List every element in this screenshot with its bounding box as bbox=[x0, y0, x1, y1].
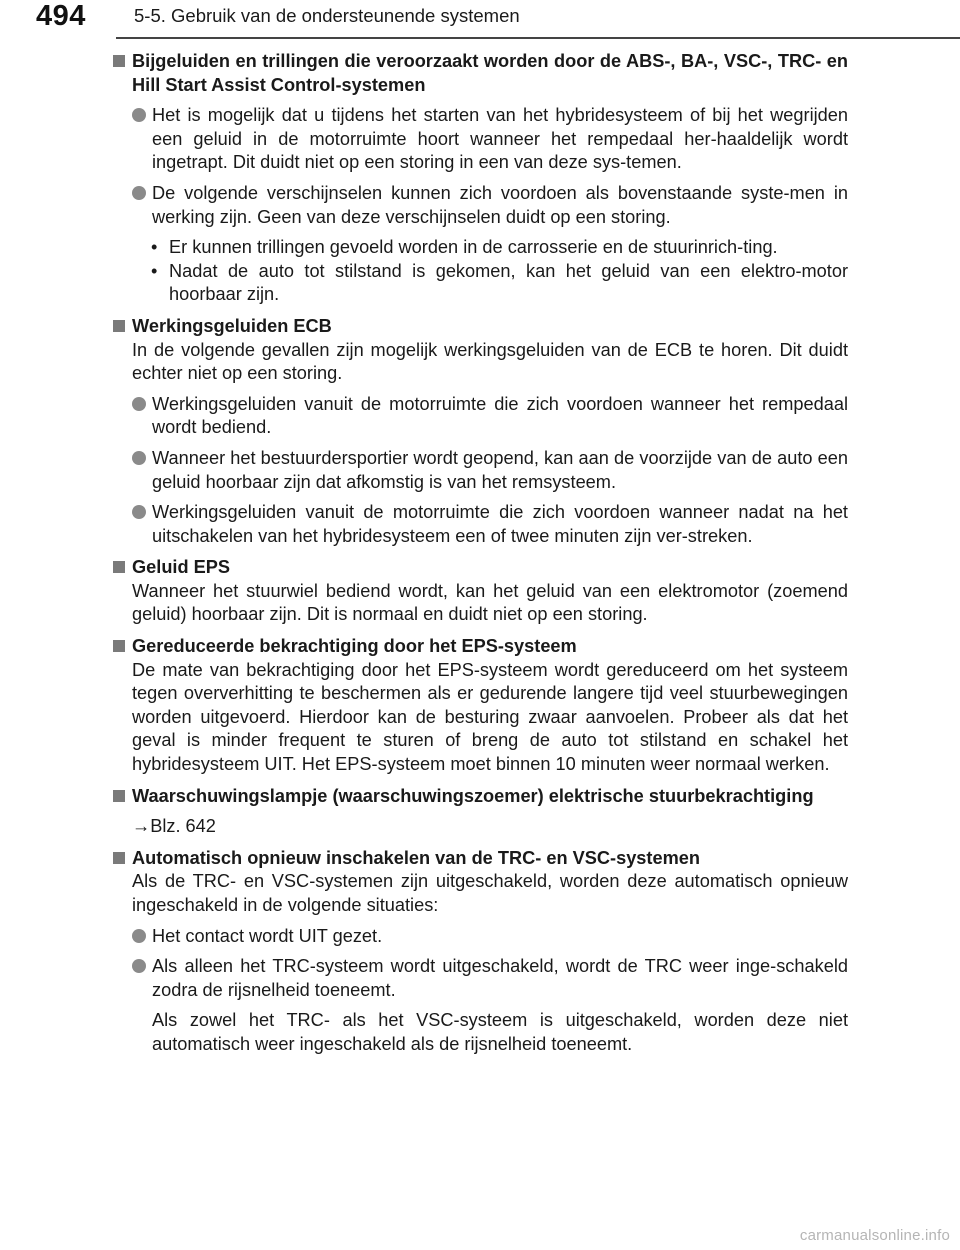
square-bullet-icon bbox=[113, 320, 125, 332]
square-bullet-icon bbox=[113, 640, 125, 652]
header-rule bbox=[116, 37, 960, 39]
list-item-text: Wanneer het bestuurdersportier wordt geopend, kan aan de voorzijde van de auto een geluid hoorbaar zijn dat afkomstig is van het remsysteem. bbox=[152, 447, 848, 492]
section-title: Werkingsgeluiden ECB bbox=[132, 315, 332, 336]
section-ecb-noise bbox=[113, 315, 848, 548]
closing-text: Als zowel het TRC- als het VSC-systeem is uitgeschakeld, worden deze niet automatisch weer ingeschakeld als de rijsnelheid toeneemt. bbox=[152, 1010, 848, 1054]
section-heading bbox=[113, 847, 848, 871]
circle-bullet-icon bbox=[132, 451, 146, 465]
section-text: De mate van bekrachtiging door het EPS-systeem wordt gereduceerd om het systeem tegen oververhitting te beschermen als er gedurende langere tijd veel stuurbewegingen worden uitgevoerd. Hierdoor kan de besturing zwaar aanvoelen. Probeer als dat het geval is minder frequent te sturen of breng de auto tot stilstand en schakel het hybridesysteem UIT. Het EPS-systeem moet binnen 10 minuten weer normaal werken. bbox=[132, 659, 848, 775]
sub-list-item bbox=[113, 236, 848, 260]
section-text: Wanneer het stuurwiel bediend wordt, kan het geluid van een elektromotor (zoemend geluid) hoorbaar zijn. Dit is normaal en duidt niet op een storing. bbox=[132, 580, 848, 625]
list-item-text: Werkingsgeluiden vanuit de motorruimte die zich voordoen wanneer het rempedaal wordt bediend. bbox=[152, 393, 848, 438]
list-item bbox=[113, 393, 848, 440]
circle-bullet-icon bbox=[132, 505, 146, 519]
page-body bbox=[113, 50, 848, 1057]
square-bullet-icon bbox=[113, 790, 125, 802]
chapter-title: 5-5. Gebruik van de ondersteunende systemen bbox=[134, 5, 520, 26]
list-item-text: Als alleen het TRC-systeem wordt uitgeschakeld, wordt de TRC weer inge-schakeld zodra de rijsnelheid toeneemt. bbox=[152, 956, 848, 1000]
square-bullet-icon bbox=[113, 561, 125, 573]
dot-bullet-icon: • bbox=[151, 260, 158, 281]
section-eps-noise bbox=[113, 556, 848, 627]
page-header bbox=[0, 0, 960, 34]
list-item bbox=[113, 925, 848, 949]
section-heading bbox=[113, 315, 848, 339]
list-item bbox=[113, 104, 848, 175]
section-title: Bijgeluiden en trillingen die veroorzaakt worden door de ABS-, BA-, VSC-, TRC- en Hill Start Assist Control-systemen bbox=[132, 51, 848, 95]
section-heading bbox=[113, 635, 848, 659]
list-item bbox=[113, 447, 848, 494]
section-title: Waarschuwingslampje (waarschuwingszoemer) elektrische stuurbekrachtiging bbox=[132, 785, 814, 806]
section-heading bbox=[113, 50, 848, 97]
section-heading bbox=[113, 785, 848, 809]
section-title: Gereduceerde bekrachtiging door het EPS-systeem bbox=[132, 636, 577, 657]
sub-list-item-text: Nadat de auto tot stilstand is gekomen, kan het geluid van een elektro-motor hoorbaar zijn. bbox=[169, 260, 848, 305]
section-abs-noise bbox=[113, 50, 848, 307]
list-item-text: Werkingsgeluiden vanuit de motorruimte die zich voordoen wanneer nadat na het uitschakelen van het hybridesysteem een of twee minuten zijn ver-streken. bbox=[152, 502, 848, 546]
page-reference-link[interactable]: →Blz. 642 bbox=[132, 816, 216, 837]
circle-bullet-icon bbox=[132, 186, 146, 200]
watermark: carmanualsonline.info bbox=[799, 1227, 950, 1244]
circle-bullet-icon bbox=[132, 108, 146, 122]
list-item-text: Het is mogelijk dat u tijdens het starten van het hybridesysteem of bij het wegrijden een geluid in de motorruimte hoort wanneer het rempedaal her-haaldelijk wordt ingetrapt. Dit duidt niet op een storing in een van deze sys-temen. bbox=[152, 105, 848, 173]
section-text: Als de TRC- en VSC-systemen zijn uitgeschakeld, worden deze automatisch opnieuw ingeschakeld in de volgende situaties: bbox=[132, 871, 848, 915]
section-eps-reduced bbox=[113, 635, 848, 777]
section-title: Automatisch opnieuw inschakelen van de TRC- en VSC-systemen bbox=[132, 847, 700, 868]
circle-bullet-icon bbox=[132, 929, 146, 943]
section-trc-vsc bbox=[113, 847, 848, 1057]
section-text: In de volgende gevallen zijn mogelijk werkingsgeluiden van de ECB te horen. Dit duidt echter niet op een storing. bbox=[132, 339, 848, 384]
sub-list-item-text: Er kunnen trillingen gevoeld worden in de carrosserie en de stuurinrich-ting. bbox=[169, 237, 778, 258]
section-heading bbox=[113, 556, 848, 580]
square-bullet-icon bbox=[113, 852, 125, 864]
section-title: Geluid EPS bbox=[132, 557, 231, 578]
square-bullet-icon bbox=[113, 55, 125, 67]
circle-bullet-icon bbox=[132, 959, 146, 973]
sub-list-item bbox=[113, 260, 848, 307]
dot-bullet-icon: • bbox=[151, 237, 158, 258]
circle-bullet-icon bbox=[132, 397, 146, 411]
sub-list bbox=[113, 236, 848, 307]
page-number: 494 bbox=[36, 0, 86, 32]
list-item bbox=[113, 955, 848, 1002]
list-item-text: Het contact wordt UIT gezet. bbox=[152, 925, 383, 946]
list-item bbox=[113, 501, 848, 548]
list-item bbox=[113, 182, 848, 229]
list-item-text: De volgende verschijnselen kunnen zich voordoen als bovenstaande syste-men in werking zijn. Geen van deze verschijnselen duidt op een storing. bbox=[152, 182, 848, 227]
section-eps-warning bbox=[113, 785, 848, 839]
